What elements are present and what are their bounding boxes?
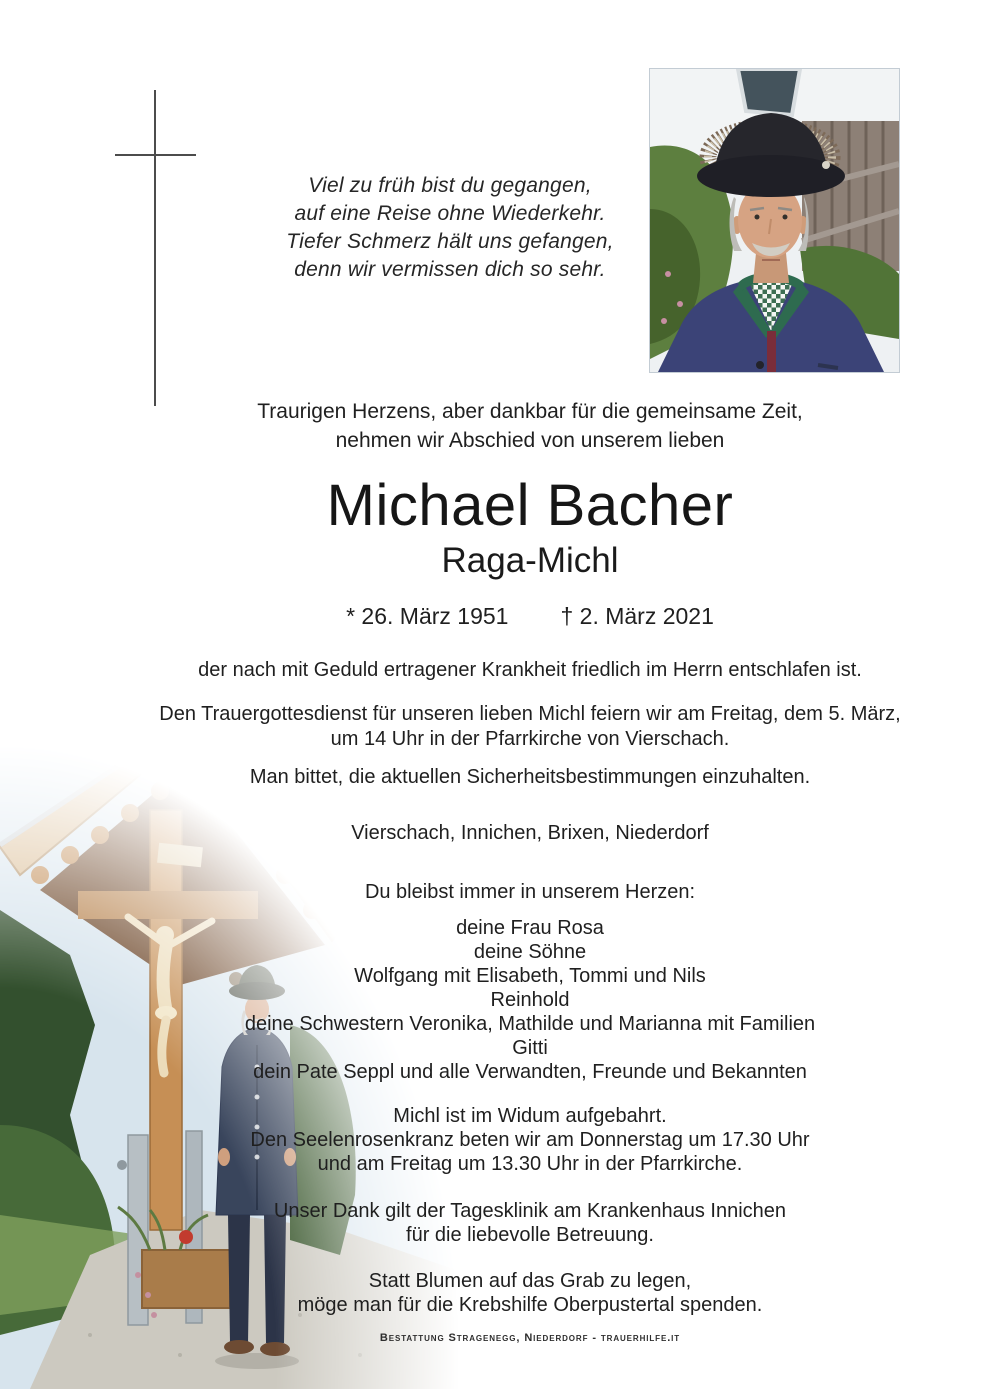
thanks-line: Unser Dank gilt der Tagesklinik am Krankenhaus Innichen: [273, 1200, 787, 1222]
mourner-line: deine Schwestern Veronika, Mathilde und Marianna mit Familien: [244, 1013, 816, 1035]
mourner-line: Reinhold: [490, 989, 570, 1011]
death-date: † 2. März 2021: [560, 603, 714, 629]
obituary-text: der nach mit Geduld ertragener Krankheit friedlich im Herrn entschlafen ist.: [198, 659, 862, 681]
hat-brim: [697, 155, 845, 197]
intro-line: Traurigen Herzens, aber dankbar für die gemeinsame Zeit,: [257, 400, 803, 423]
poem-line: denn wir vermissen dich so sehr.: [294, 258, 606, 281]
mourner-line: dein Pate Seppl und alle Verwandten, Freunde und Bekannten: [253, 1061, 807, 1083]
places-line: Vierschach, Innichen, Brixen, Niederdorf: [351, 822, 709, 844]
funeral-service-info: [90, 702, 970, 752]
portrait-photo: [649, 68, 900, 373]
mourner-line: Gitti: [512, 1037, 548, 1059]
mourner-line: Wolfgang mit Elisabeth, Tommi und Nils: [354, 965, 706, 987]
poem-line: auf eine Reise ohne Wiederkehr.: [294, 202, 606, 225]
mourners-list: [90, 916, 970, 1084]
thanks-line: für die liebevolle Betreuung.: [406, 1224, 654, 1246]
thanks-note: [90, 1199, 970, 1247]
portrait-illustration: [650, 69, 899, 372]
safety-note: Man bittet, die aktuellen Sicherheitsbestimmungen einzuhalten.: [249, 766, 811, 788]
donation-line: Statt Blumen auf das Grab zu legen,: [368, 1270, 692, 1292]
remembrance-heading: Du bleibst immer in unserem Herzen:: [364, 881, 696, 903]
donation-line: möge man für die Krebshilfe Oberpustertal spenden.: [297, 1294, 763, 1316]
mourner-line: deine Frau Rosa: [456, 917, 604, 939]
service-line: Den Trauergottesdienst für unseren lieben Michl feiern wir am Freitag, dem 5. März,: [159, 703, 901, 725]
wake-line: und am Freitag um 13.30 Uhr in der Pfarrkirche.: [317, 1153, 743, 1175]
donation-note: [90, 1269, 970, 1317]
cross-horizontal-bar: [115, 154, 196, 156]
life-dates: [90, 603, 970, 630]
window-shape: [738, 69, 800, 115]
poem-line: Viel zu früh bist du gegangen,: [308, 174, 592, 197]
intro-line: nehmen wir Abschied von unserem lieben: [335, 429, 725, 452]
wake-info: [90, 1104, 970, 1176]
farewell-intro: [90, 397, 970, 455]
birth-date: * 26. März 1951: [346, 603, 509, 629]
wake-line: Michl ist im Widum aufgebahrt.: [393, 1105, 667, 1127]
poem-line: Tiefer Schmerz hält uns gefangen,: [286, 230, 614, 253]
funeral-home-credit: Bestattung Stragenegg, Niederdorf - trauerhilfe.it: [379, 1332, 681, 1344]
deceased-name: Michael Bacher: [326, 473, 734, 538]
wake-line: Den Seelenrosenkranz beten wir am Donnerstag um 17.30 Uhr: [250, 1129, 810, 1151]
cross-vertical-bar: [154, 90, 156, 406]
deceased-nickname: Raga-Michl: [441, 541, 619, 580]
memorial-cross-icon: [115, 90, 196, 406]
service-line: um 14 Uhr in der Pfarrkirche von Vierschach.: [330, 728, 730, 750]
mourner-line: deine Söhne: [473, 941, 587, 963]
memorial-poem: [255, 172, 645, 284]
